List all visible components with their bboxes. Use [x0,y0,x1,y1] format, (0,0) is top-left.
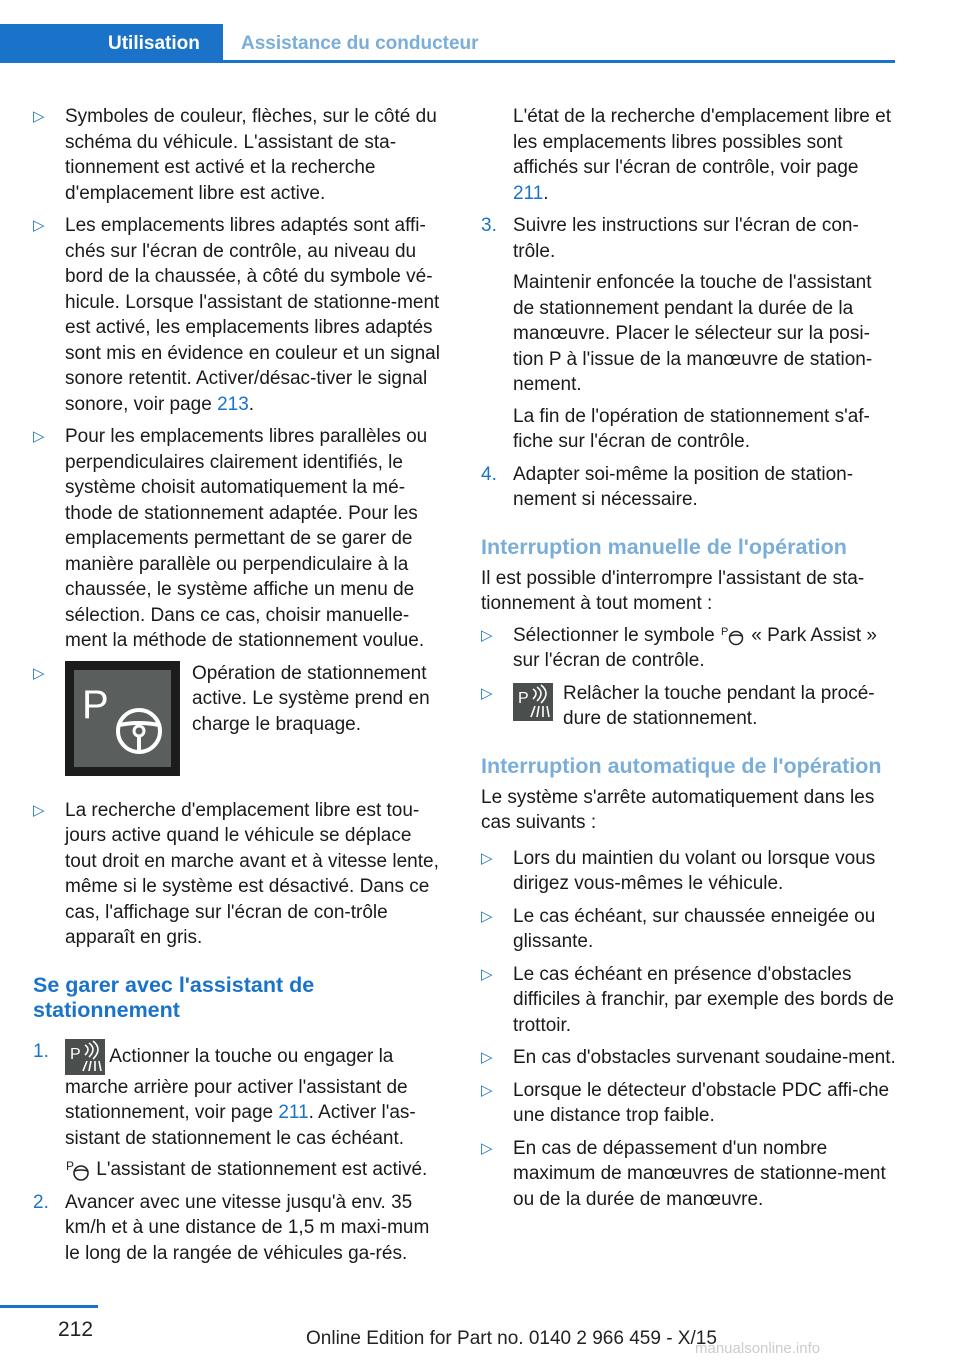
step-number: 2. [33,1191,49,1213]
triangle-bullet-icon: ▷ [33,108,45,125]
section-heading: Se garer avec l'assistant de stationnement [33,972,315,1022]
triangle-bullet-icon: ▷ [481,1049,493,1066]
right-column [481,104,897,1219]
park-assist-steering-icon [65,661,180,776]
page-link[interactable]: 211 [513,182,544,204]
triangle-bullet-icon: ▷ [481,1139,493,1157]
triangle-bullet-icon: ▷ [33,801,45,819]
triangle-bullet-icon: ▷ [481,907,493,925]
section-heading: Interruption manuelle de l'opération [481,534,847,559]
triangle-bullet-icon: ▷ [33,664,45,682]
svg-text:P: P [518,689,529,707]
section-title: Assistance du conducteur [241,33,479,54]
list-item: ▷ Sélectionner le symbole P « Park Assist » sur l'écran de contrôle. [481,624,877,671]
triangle-bullet-icon: ▷ [481,626,493,644]
triangle-bullet-icon: ▷ [481,1081,493,1099]
park-assist-button-icon [65,1039,105,1075]
page-link[interactable]: 211 [278,1102,309,1123]
step-subline: P L'assistant de stationnement est activé. [66,1158,428,1180]
park-assist-button-icon [513,683,553,721]
page-number: 212 [58,1318,94,1341]
list-item: ▷ En cas de dépassement d'un nombre maximum de manœuvres de stationne-ment ou de la durée de manœuvre. [481,1137,886,1210]
step-item: 2. Avancer avec une vitesse jusqu'à env. 35 km/h et à une distance de 1,5 m maxi-mum le long de la rangée de véhicules ga-rés. [33,1191,430,1264]
step-item: 3. Suivre les instructions sur l'écran de con-trôle. Maintenir enfoncée la touche de l'assistant de stationnement pendant la durée de la manœuvre. Placer le sélecteur sur la posi-tion P à l'issue de la manœuvre de station-nement. La fin de l'opération de stationnement s'af-fiche sur l'écran de contrôle. [481,215,873,452]
svg-text:P: P [82,682,109,727]
step-number: 3. [481,215,497,236]
step-item: 4. Adapter soi-même la position de station-nement si nécessaire. [481,463,854,510]
footer-rule [0,1305,98,1308]
page-link[interactable]: 213 [217,393,249,415]
step-number: 4. [481,463,497,485]
list-item: ▷ Le cas échéant en présence d'obstacles difficiles à franchir, par exemple des bords de trottoir. [481,963,894,1036]
list-item: ▷ Le cas échéant, sur chaussée enneigée ou glissante. [481,905,876,952]
svg-text:P: P [70,1045,81,1063]
list-item: ▷ P Opération de stationnement active. Le système prend en charge le braquage. [33,661,447,790]
left-column [33,104,447,1273]
triangle-bullet-icon: ▷ [33,428,45,445]
svg-text:P: P [66,1158,75,1173]
watermark: manualsonline.info [695,1340,821,1357]
list-item: ▷ Lorsque le détecteur d'obstacle PDC affi-che une distance trop faible. [481,1079,890,1126]
tab-utilisation: Utilisation [0,24,223,63]
triangle-bullet-icon: ▷ [481,684,493,702]
triangle-bullet-icon: ▷ [33,217,45,234]
list-item: ▷ Pour les emplacements libres parallèles ou perpendiculaires clairement identifiés, le système choisit automatiquement la mé-thode de stationnement adaptée. Pour les emplacements permettant de se garer de manière parallèle ou perpendiculaire à la chaussée, le système affiche un menu de sélection. Dans ce cas, choisir manuelle-ment la méthode de stationnement voulue. [33,426,428,651]
header-rule [0,60,895,63]
park-assist-active-icon [720,624,746,646]
list-item: ▷ Les emplacements libres adaptés sont affi-chés sur l'écran de contrôle, au niveau du bord de la chaussée, à côté du symbole vé-hicule. Lorsque l'assistant de stationne-ment est activé, les emplacements libres adaptés sont mis en évidence en couleur et un signal sonore retentit. Activer/désac-tiver le signal sonore, voir page 213. [33,215,440,415]
list-item: ▷ La recherche d'emplacement libre est tou-jours active quand le véhicule se déplace tout droit en marche avant et à vitesse lente, même si le système est désactivé. Dans ce cas, l'affichage sur l'écran de con-trôle apparaît en gris. [33,799,439,948]
step-number: 1. [33,1040,49,1062]
step-item: 1. P Actionner la touche ou engager la marche arrière pour activer l'assistant de stationnement, voir page 211. Activer l'as-sistant de stationnement le cas échéant. P L'assistant de stationnement est activé. [33,1039,447,1183]
intro-text: Il est possible d'interrompre l'assistant de sta-tionnement à tout moment : [481,567,865,614]
step-continuation: L'état de la recherche d'emplacement libre et les emplacements libres possibles sont affichés sur l'écran de contrôle, voir page 211. [513,106,891,204]
list-item: ▷ P Relâcher la touche pendant la procé-dure de stationnement. [481,682,875,729]
list-item: ▷ Symboles de couleur, flèches, sur le côté du schéma du véhicule. L'assistant de sta-tionnement est activé et la recherche d'emplacement libre est active. [33,106,437,204]
list-item: ▷ Lors du maintien du volant ou lorsque vous dirigez vous-mêmes le véhicule. [481,847,876,894]
triangle-bullet-icon: ▷ [481,849,493,867]
section-heading: Interruption automatique de l'opération [481,753,882,778]
park-assist-active-icon [65,1158,91,1182]
edition-text: Online Edition for Part no. 0140 2 966 459 - X/15 [306,1328,717,1349]
svg-text:P: P [721,626,729,639]
triangle-bullet-icon: ▷ [481,965,493,983]
intro-text: Le système s'arrête automatiquement dans les cas suivants : [481,786,875,833]
list-item: ▷ En cas d'obstacles survenant soudaine-ment. [481,1045,897,1071]
